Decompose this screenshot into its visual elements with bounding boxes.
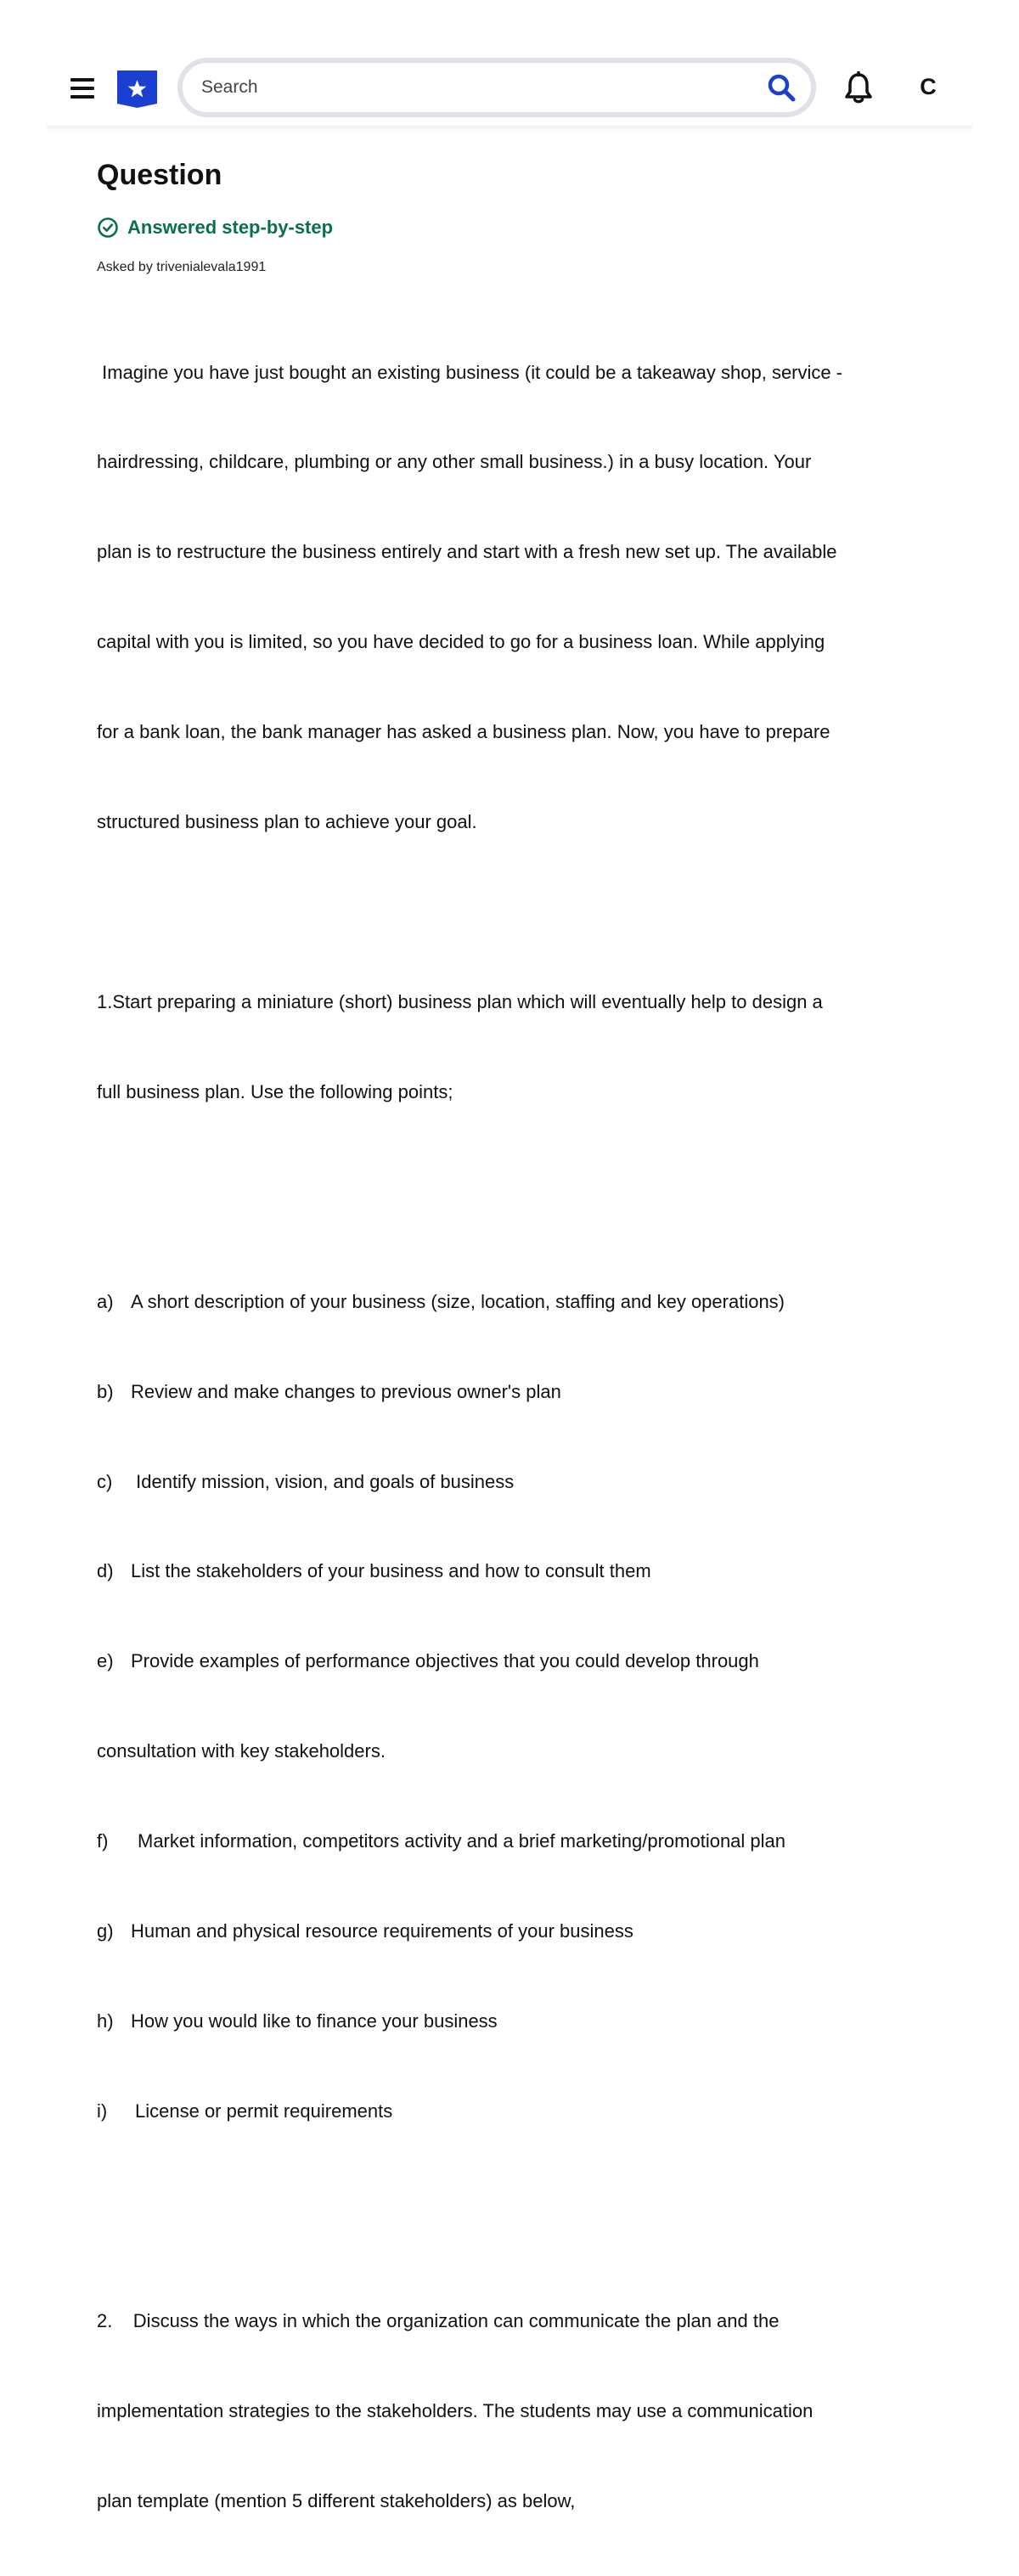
list-item [97,1646,929,1676]
intro-line: Imagine you have just bought an existing business (it could be a takeaway shop, service - [97,361,843,383]
menu-icon[interactable] [70,78,94,99]
list-item [97,1826,929,1856]
avatar[interactable]: C [920,73,937,99]
asked-by: Asked by trivenialevala1991 [97,260,267,274]
list-item-text: Market information, competitors activity and a brief marketing/promotional plan [138,1830,786,1852]
logo-star-icon[interactable] [117,70,157,108]
list-item [97,1377,929,1406]
check-circle-icon [97,217,119,239]
part2-line: 2. Discuss the ways in which the organization can communicate the plan and the [97,2309,780,2331]
list-item-text: Identify mission, vision, and goals of business [131,1470,515,1492]
list-item [97,1467,929,1497]
list-item-text: License or permit requirements [135,2100,393,2122]
list-item [97,2006,929,2036]
search-icon[interactable] [767,73,796,102]
question-body [97,297,929,2576]
list-item-mark: c) [97,1470,113,1492]
list-item-mark: h) [97,2010,114,2032]
question-content [97,156,929,2576]
list-item-mark: f) [97,1830,109,1852]
list-item-text: Human and physical resource requirements of your business [131,1920,633,1942]
intro-line: structured business plan to achieve your goal. [97,811,477,833]
list-item-text: How you would like to finance your business [131,2010,498,2032]
list-item-mark: g) [97,1920,114,1942]
list-item [97,2096,929,2126]
answered-status-label: Answered step-by-step [127,217,334,238]
top-header [47,49,972,127]
list-item-mark: b) [97,1380,114,1402]
part1-line: 1.Start preparing a miniature (short) business plan which will eventually help to design a [97,990,823,1012]
list-item-text: Provide examples of performance objectives that you could develop through [131,1650,759,1672]
header-divider [47,126,972,132]
intro-line: for a bank loan, the bank manager has asked a business plan. Now, you have to prepare [97,721,830,743]
list-item-text: Review and make changes to previous owner's plan [131,1380,561,1402]
answered-status [97,214,929,241]
intro-line: capital with you is limited, so you have decided to go for a business loan. While applying [97,631,825,653]
search-input[interactable] [201,77,767,98]
part2-line: plan template (mention 5 different stakeholders) as below, [97,2489,576,2511]
part2-line: implementation strategies to the stakeholders. The students may use a communication [97,2399,814,2421]
page-title: Question [97,159,222,191]
list-item-mark: i) [97,2100,108,2122]
list-item-mark: a) [97,1290,114,1312]
list-item-text: List the stakeholders of your business and how to consult them [131,1560,651,1582]
list-item [97,1556,929,1586]
list-item [97,1287,929,1316]
list-item [97,1916,929,1946]
part1-line: full business plan. Use the following points; [97,1080,453,1102]
search-bar [177,58,816,117]
bell-icon[interactable] [843,71,874,105]
intro-line: hairdressing, childcare, plumbing or any other small business.) in a busy location. Your [97,451,812,473]
intro-line: plan is to restructure the business entirely and start with a fresh new set up. The available [97,541,837,563]
list-item-mark: d) [97,1560,114,1582]
list-item-continuation [97,1736,929,1766]
list-item-text: consultation with key stakeholders. [97,1740,386,1762]
list-item-mark: e) [97,1650,114,1672]
list-item-text: A short description of your business (size, location, staffing and key operations) [131,1290,785,1312]
